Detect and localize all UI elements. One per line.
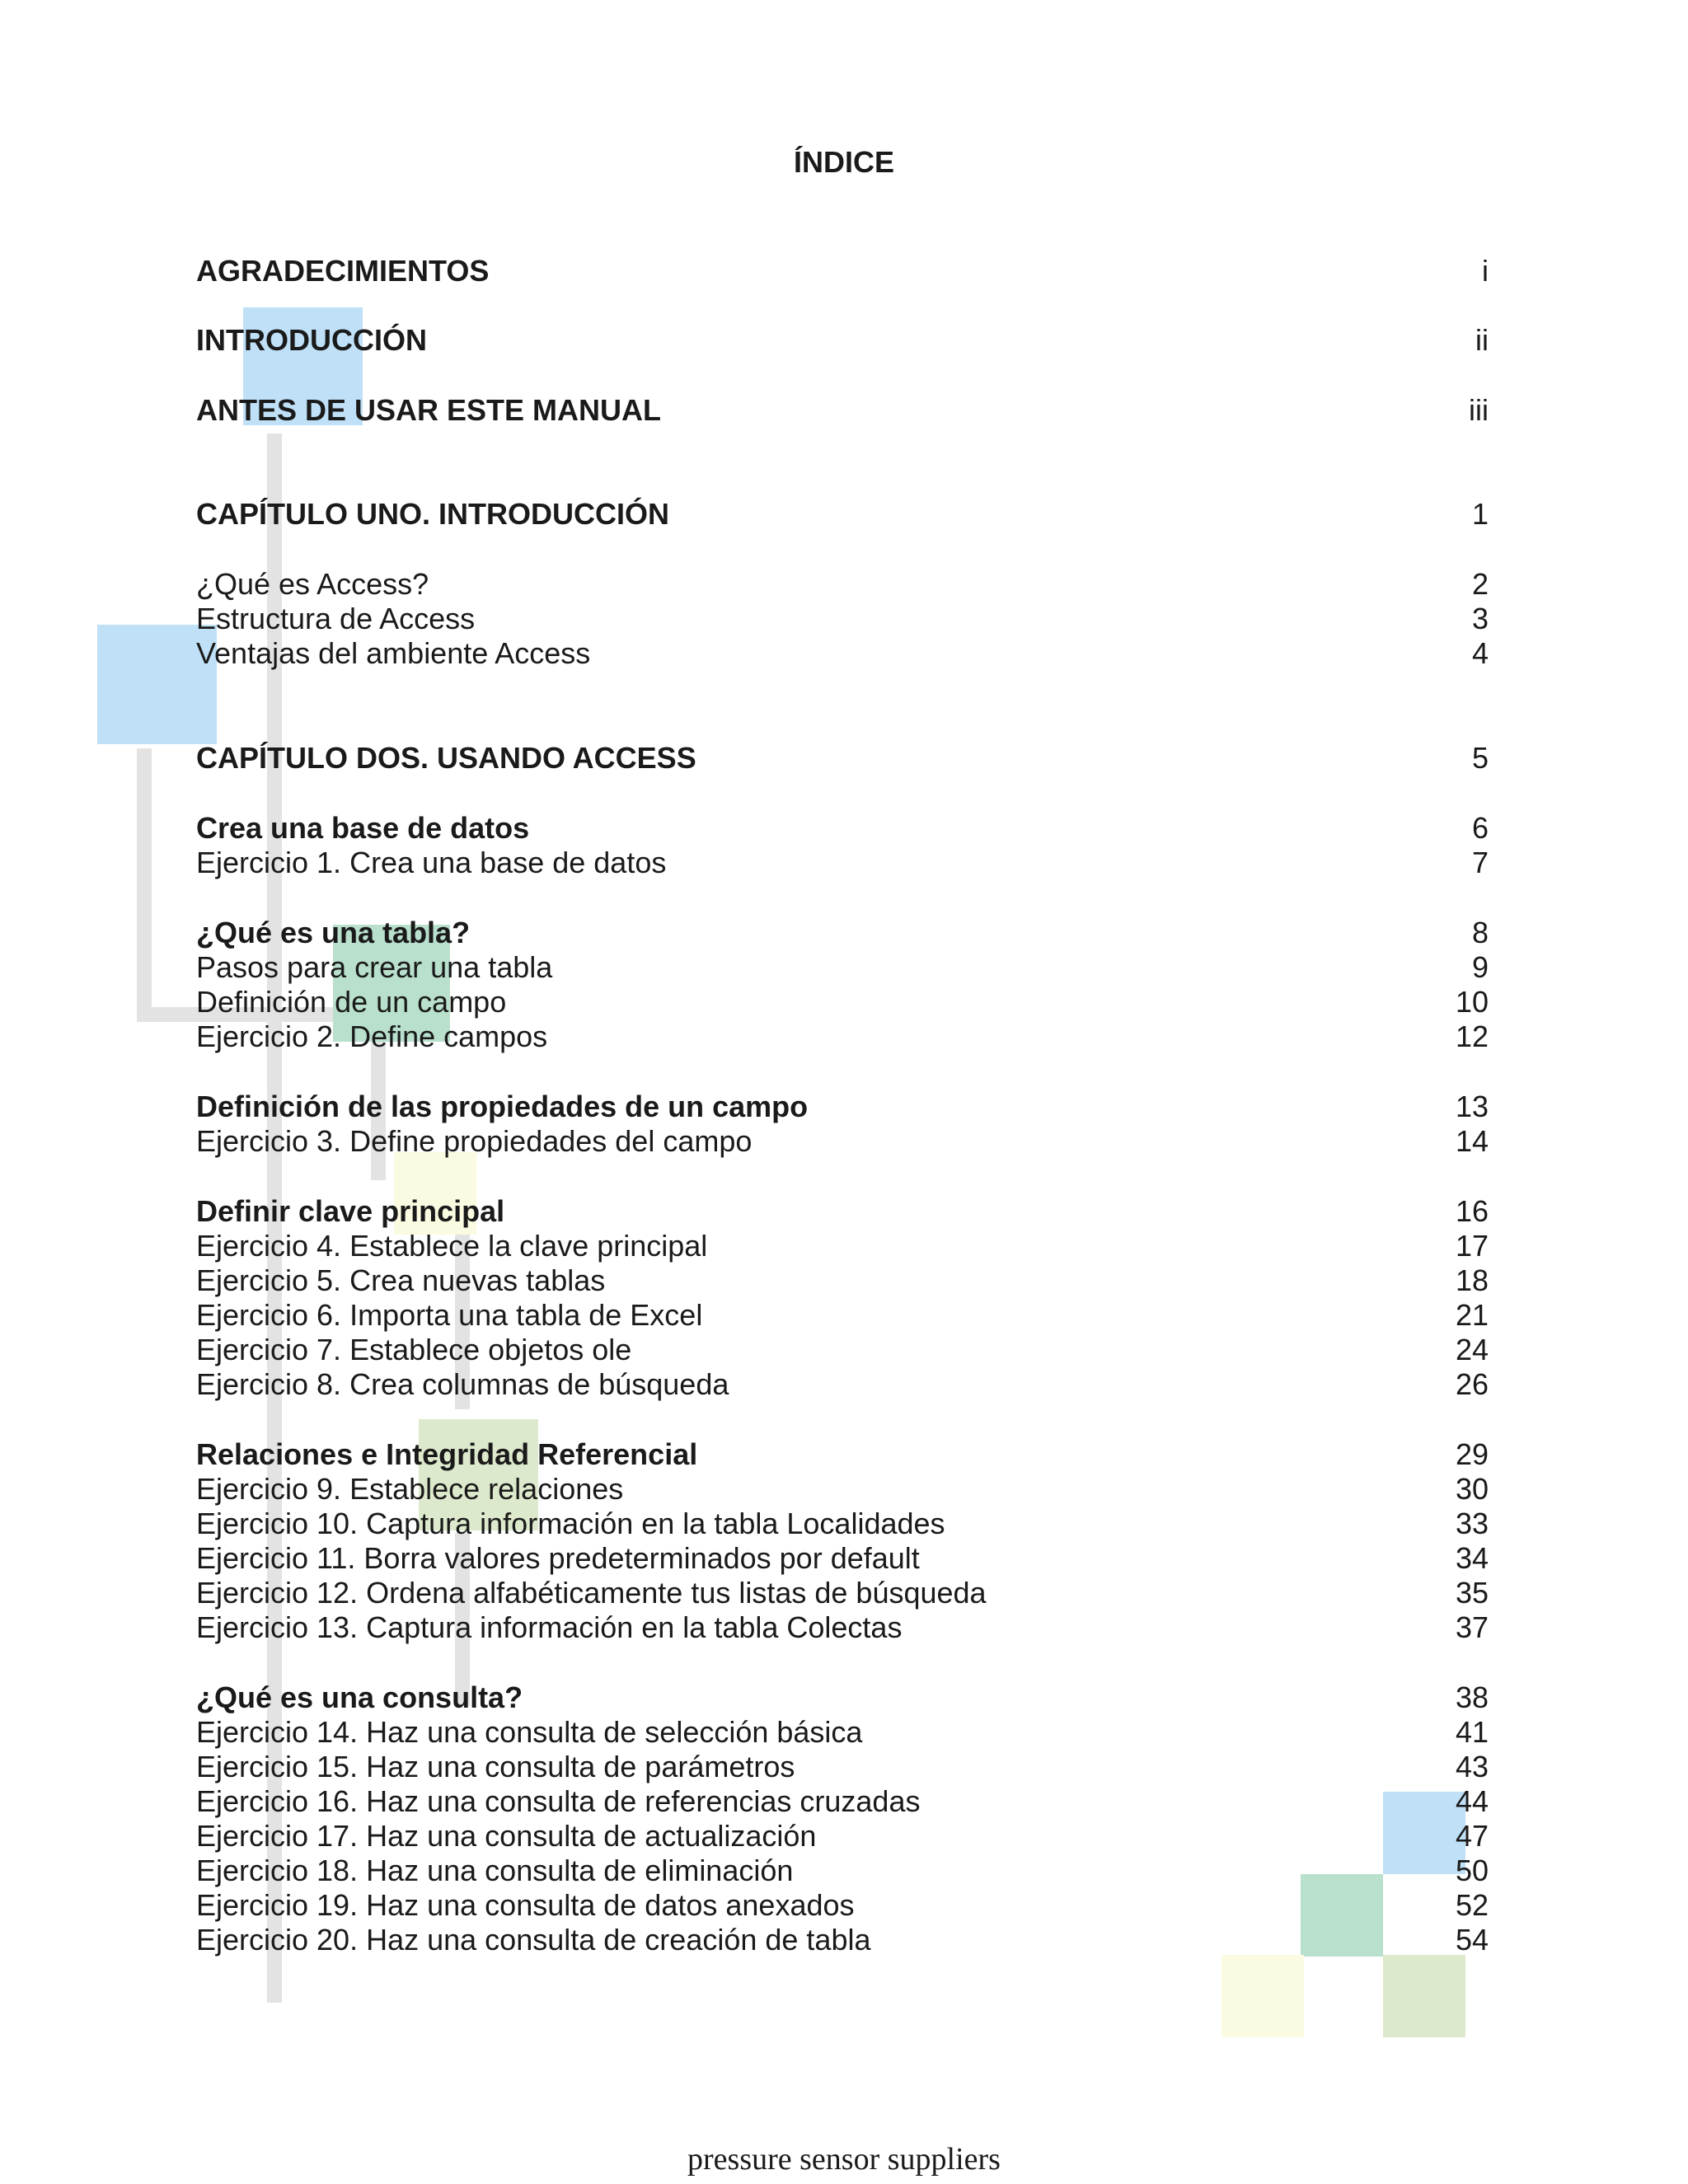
toc-chapter-two[interactable] — [196, 741, 1489, 776]
toc-entry-page: 17 — [1455, 1229, 1489, 1263]
toc-entry-label: Ejercicio 3. Define propiedades del campo — [196, 1124, 753, 1158]
toc-section-heading[interactable] — [196, 916, 1489, 950]
section-heading-label: Definir clave principal — [196, 1194, 505, 1228]
section-heading-page: 16 — [1455, 1194, 1489, 1228]
toc-entry-page: 12 — [1455, 1019, 1489, 1053]
section-heading-label: Definición de las propiedades de un campo — [196, 1090, 809, 1123]
toc-entry-label: Ejercicio 18. Haz una consulta de eliminación — [196, 1854, 794, 1887]
section-heading-page: 29 — [1455, 1437, 1489, 1471]
toc-entry[interactable] — [196, 1819, 1489, 1854]
section-heading-page: 13 — [1455, 1090, 1489, 1123]
toc-entry-label: Ejercicio 17. Haz una consulta de actualización — [196, 1819, 817, 1853]
toc-entry-label: Ejercicio 7. Establece objetos ole — [196, 1333, 632, 1366]
section-heading-page: 6 — [1471, 811, 1489, 845]
toc-entry[interactable] — [196, 1576, 1489, 1610]
toc-entry-page: 7 — [1471, 846, 1489, 879]
toc-entry-label: ¿Qué es Access? — [196, 567, 429, 601]
toc-entry-label: Ventajas del ambiente Access — [196, 636, 591, 670]
toc-entry-label: Estructura de Access — [196, 602, 476, 635]
toc-entry-antes-de-usar[interactable] — [196, 393, 1489, 428]
toc-entry-label: ANTES DE USAR ESTE MANUAL — [196, 393, 662, 427]
chapter-heading-page: 5 — [1471, 741, 1489, 775]
toc-entry[interactable] — [196, 567, 1489, 602]
toc-entry-agradecimientos[interactable] — [196, 254, 1489, 288]
toc-entry[interactable] — [196, 1923, 1489, 1957]
page-title: ÍNDICE — [793, 145, 894, 179]
toc-entry[interactable] — [196, 602, 1489, 636]
toc-entry[interactable] — [196, 1507, 1489, 1541]
footer-text: pressure sensor suppliers — [687, 2142, 1001, 2177]
toc-entry-page: 41 — [1455, 1715, 1489, 1749]
toc-entry-label: Ejercicio 10. Captura información en la tabla Localidades — [196, 1507, 945, 1540]
toc-entry-introduccion[interactable] — [196, 323, 1489, 358]
toc-entry-page: 43 — [1455, 1750, 1489, 1783]
toc-entry-page: 44 — [1455, 1784, 1489, 1818]
toc-entry[interactable] — [196, 950, 1489, 985]
toc-entry[interactable] — [196, 1784, 1489, 1819]
toc-entry-page: 47 — [1455, 1819, 1489, 1853]
toc-section-heading[interactable] — [196, 1437, 1489, 1472]
toc-entry-label: Ejercicio 2. Define campos — [196, 1019, 548, 1053]
toc-entry[interactable] — [196, 1229, 1489, 1263]
toc-entry-page: 21 — [1455, 1298, 1489, 1332]
toc-entry-label: Ejercicio 14. Haz una consulta de selección básica — [196, 1715, 863, 1749]
toc-entry[interactable] — [196, 1298, 1489, 1333]
toc-entry[interactable] — [196, 1715, 1489, 1750]
toc-entry-page: 35 — [1455, 1576, 1489, 1610]
chapter-heading-label: CAPÍTULO DOS. USANDO ACCESS — [196, 741, 696, 775]
toc-entry-label: Ejercicio 1. Crea una base de datos — [196, 846, 667, 879]
toc-entry[interactable] — [196, 1888, 1489, 1923]
section-heading-page: 38 — [1455, 1680, 1489, 1714]
toc-entry-label: Ejercicio 12. Ordena alfabéticamente tus listas de búsqueda — [196, 1576, 987, 1610]
toc-entry-page: 33 — [1455, 1507, 1489, 1540]
toc-entry-label: Ejercicio 9. Establece relaciones — [196, 1472, 624, 1506]
toc-entry-page: 54 — [1455, 1923, 1489, 1957]
decor-square-lime-2 — [1383, 1955, 1465, 2037]
toc-entry[interactable] — [196, 1854, 1489, 1888]
toc-entry-label: Ejercicio 5. Crea nuevas tablas — [196, 1263, 606, 1297]
toc-entry-label: Ejercicio 4. Establece la clave principal — [196, 1229, 708, 1263]
toc-entry[interactable] — [196, 1019, 1489, 1054]
toc-entry-page: 2 — [1471, 567, 1489, 601]
toc-section-heading[interactable] — [196, 1090, 1489, 1124]
toc-entry-page: 14 — [1455, 1124, 1489, 1158]
toc-entry-page: 4 — [1471, 636, 1489, 670]
toc-entry-page: 37 — [1455, 1610, 1489, 1644]
toc-section-heading[interactable] — [196, 1194, 1489, 1229]
toc-entry-label: Definición de un campo — [196, 985, 507, 1019]
decor-square-yellow-2 — [1221, 1955, 1304, 2037]
section-heading-page: 8 — [1471, 916, 1489, 949]
toc-entry-label: Ejercicio 16. Haz una consulta de referencias cruzadas — [196, 1784, 921, 1818]
toc-entry[interactable] — [196, 846, 1489, 880]
section-heading-label: Relaciones e Integridad Referencial — [196, 1437, 698, 1471]
toc-entry-label: Ejercicio 11. Borra valores predeterminados por default — [196, 1541, 920, 1575]
toc-entry-page: i — [1482, 254, 1489, 288]
toc-chapter-one[interactable] — [196, 497, 1489, 532]
chapter-heading-page: 1 — [1471, 497, 1489, 531]
toc-entry-label: Ejercicio 19. Haz una consulta de datos anexados — [196, 1888, 855, 1922]
toc-entry-page: 24 — [1455, 1333, 1489, 1366]
toc-entry[interactable] — [196, 636, 1489, 671]
toc-entry-page: 3 — [1471, 602, 1489, 635]
toc-entry[interactable] — [196, 1263, 1489, 1298]
toc-entry-label: INTRODUCCIÓN — [196, 323, 427, 357]
section-heading-label: ¿Qué es una consulta? — [196, 1680, 523, 1714]
section-heading-label: Crea una base de datos — [196, 811, 530, 845]
toc-entry[interactable] — [196, 1541, 1489, 1576]
toc-entry-page: 26 — [1455, 1367, 1489, 1401]
toc-entry-page: 30 — [1455, 1472, 1489, 1506]
toc-entry[interactable] — [196, 1124, 1489, 1159]
toc-entry-page: 9 — [1471, 950, 1489, 984]
toc-entry-label: Ejercicio 6. Importa una tabla de Excel — [196, 1298, 703, 1332]
toc-entry-page: 52 — [1455, 1888, 1489, 1922]
toc-entry[interactable] — [196, 985, 1489, 1019]
toc-entry[interactable] — [196, 1472, 1489, 1507]
toc-entry-label: AGRADECIMIENTOS — [196, 254, 490, 288]
toc-entry-page: ii — [1475, 323, 1489, 357]
toc-entry-page: 18 — [1455, 1263, 1489, 1297]
toc-entry-label: Pasos para crear una tabla — [196, 950, 553, 984]
toc-entry[interactable] — [196, 1750, 1489, 1784]
toc-entry-label: Ejercicio 8. Crea columnas de búsqueda — [196, 1367, 729, 1401]
toc-entry-label: Ejercicio 13. Captura información en la tabla Colectas — [196, 1610, 903, 1644]
toc-section-heading[interactable] — [196, 1680, 1489, 1715]
decor-connector-2 — [137, 748, 152, 1022]
toc-entry[interactable] — [196, 1610, 1489, 1645]
toc-entry-page: 10 — [1455, 985, 1489, 1019]
toc-entry[interactable] — [196, 1333, 1489, 1367]
toc-entry[interactable] — [196, 1367, 1489, 1402]
toc-entry-label: Ejercicio 15. Haz una consulta de parámetros — [196, 1750, 795, 1783]
toc-entry-page: 50 — [1455, 1854, 1489, 1887]
section-heading-label: ¿Qué es una tabla? — [196, 916, 471, 949]
chapter-heading-label: CAPÍTULO UNO. INTRODUCCIÓN — [196, 497, 669, 531]
toc-entry-page: iii — [1469, 393, 1489, 427]
toc-entry-label: Ejercicio 20. Haz una consulta de creación de tabla — [196, 1923, 871, 1957]
toc-entry-page: 34 — [1455, 1541, 1489, 1575]
toc-section-heading[interactable] — [196, 811, 1489, 846]
